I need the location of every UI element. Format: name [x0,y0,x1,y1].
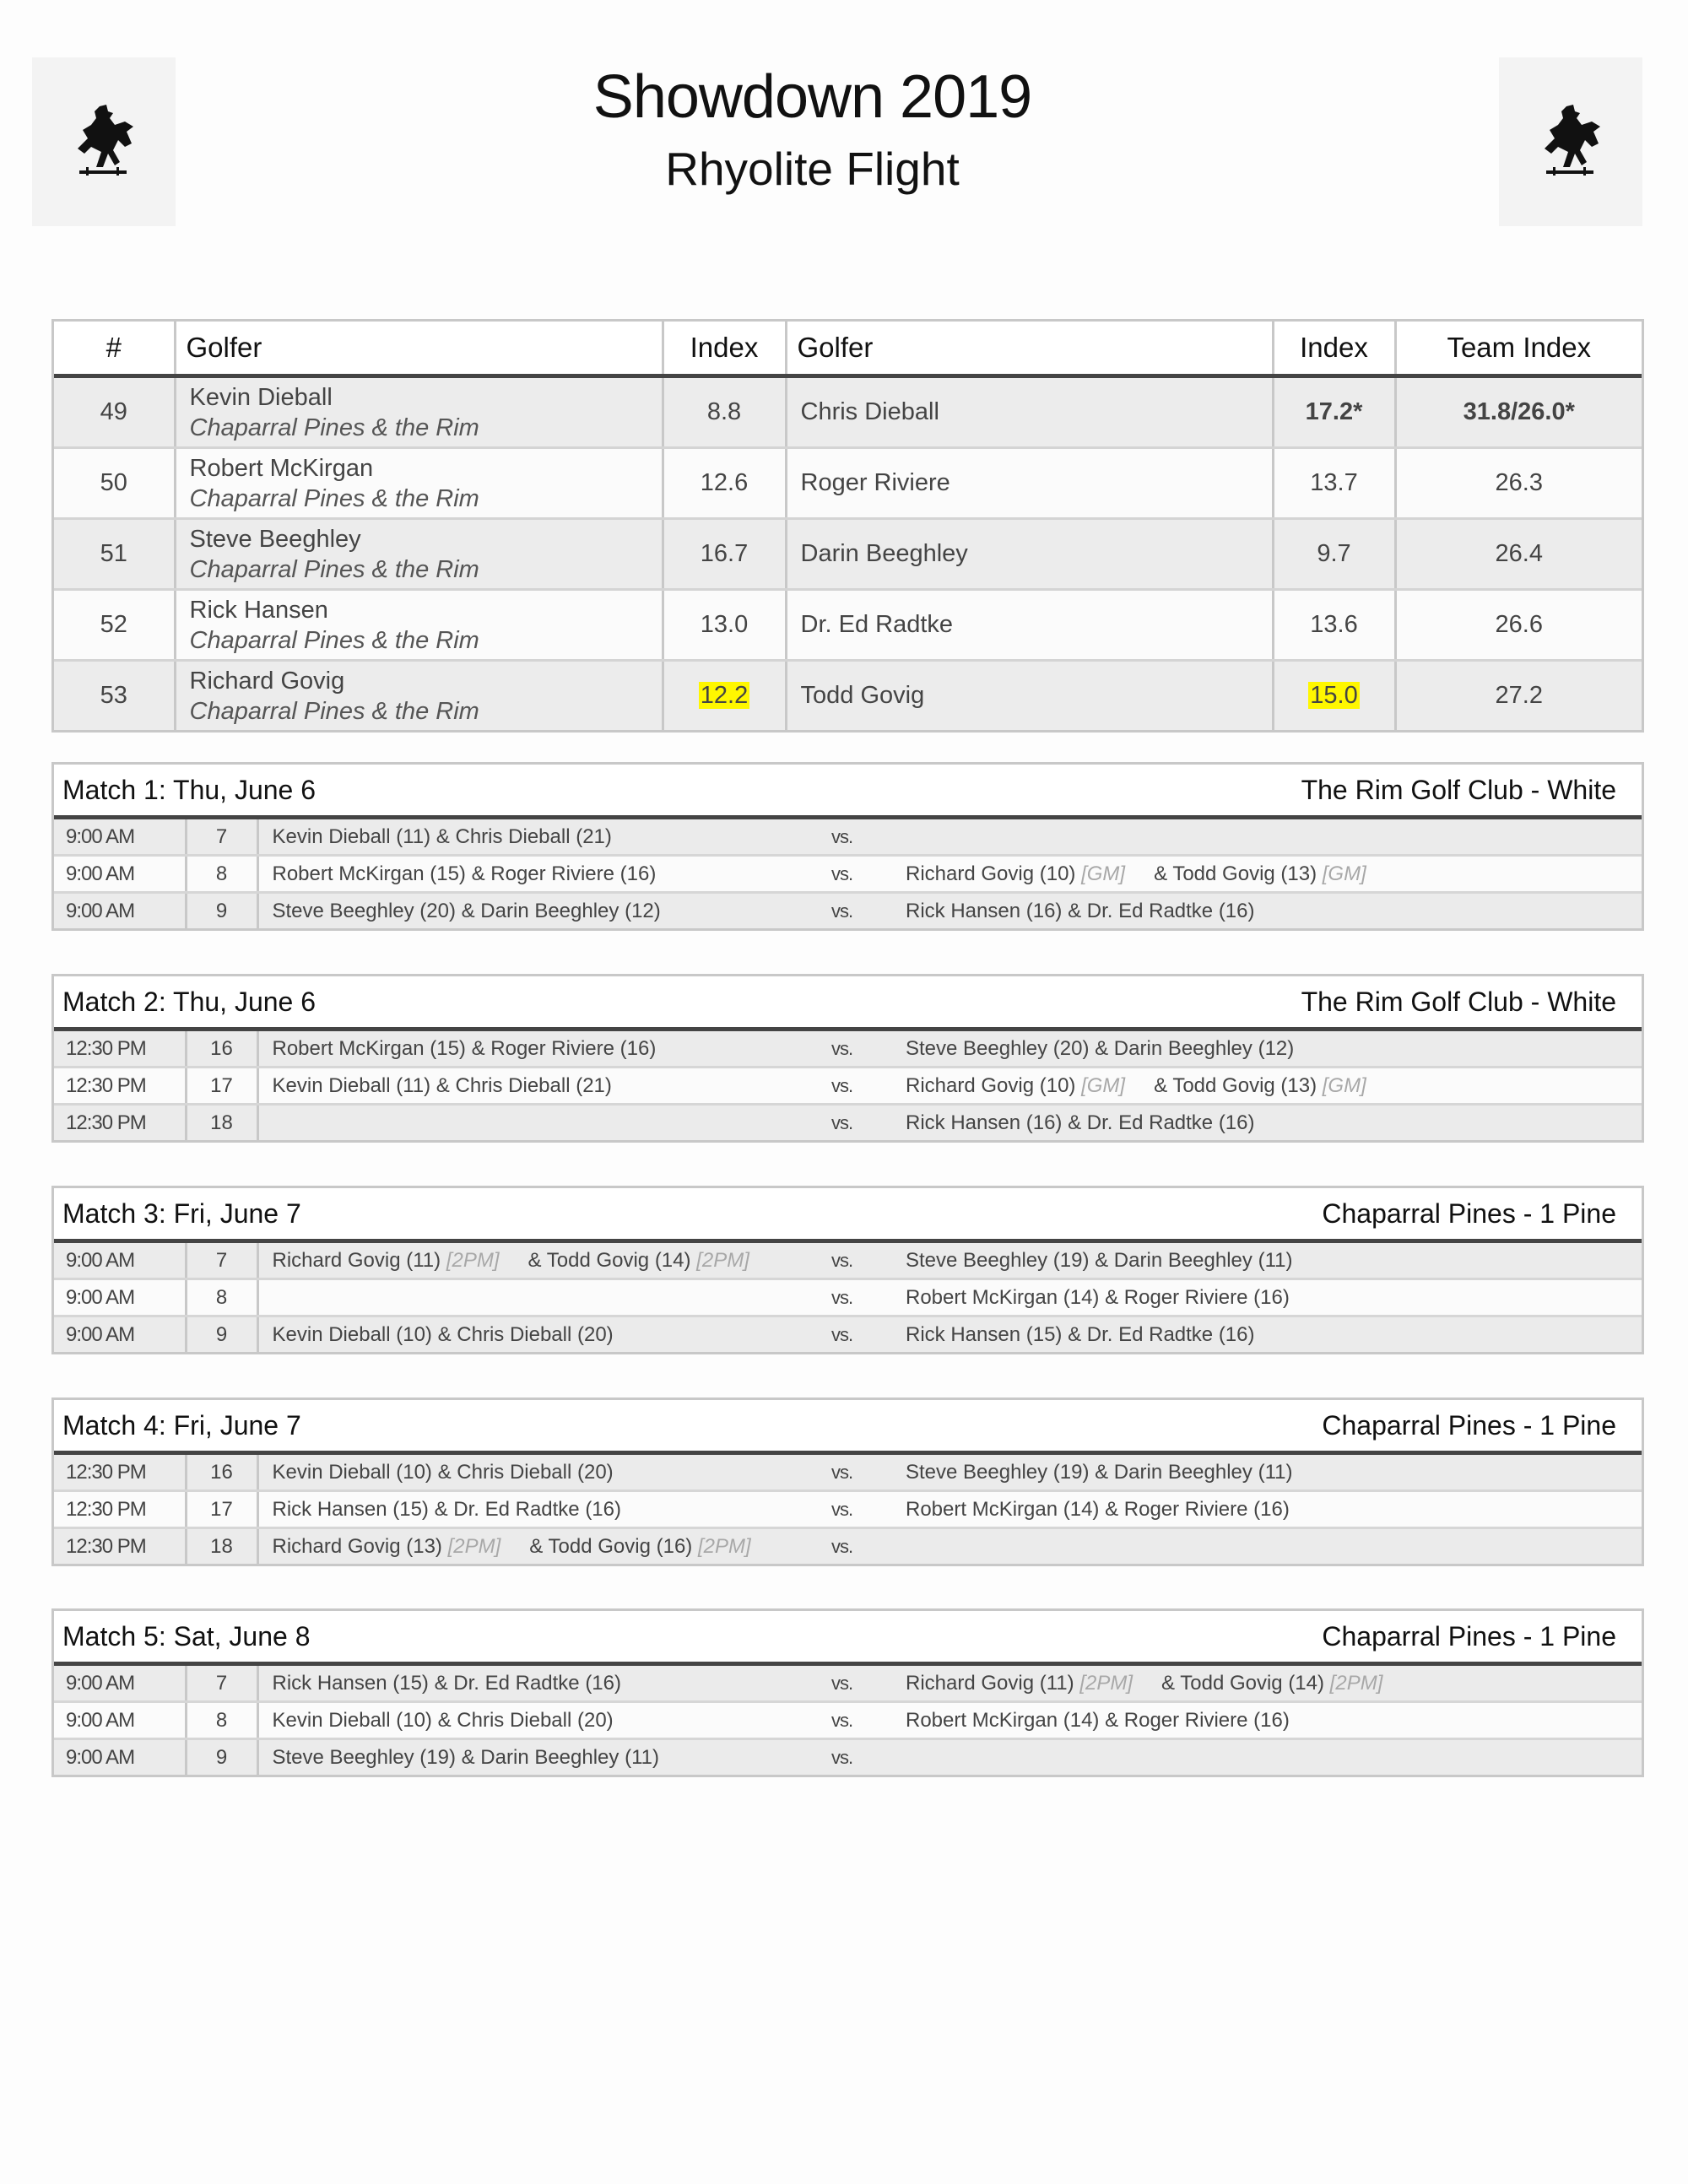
roster-table [51,319,1644,733]
team-a [257,1666,831,1702]
partner-index-cell [1273,661,1395,731]
starting-hole: 8 [186,1702,257,1739]
tee-time: 12:30 PM [54,1455,186,1491]
partner-index: 17.2* [1273,376,1395,448]
match-header [54,1611,1642,1666]
team-b-player-2: & Todd Govig (13) [1154,1073,1317,1097]
match-title: Match 3: Fri, June 7 [62,1197,301,1229]
partner-index: 13.7 [1273,448,1395,519]
team-b [906,893,1642,929]
match-course: Chaparral Pines - 1 Pine [1322,1620,1616,1652]
match-course: Chaparral Pines - 1 Pine [1322,1197,1616,1229]
match-header [54,1188,1642,1243]
team-a-player-1: Steve Beeghley (19) & Darin Beeghley (11) [272,1745,659,1769]
team-b-player-1: Richard Govig (10) [906,862,1076,885]
tee-time-row [54,1528,1642,1565]
roster-row [54,448,1642,519]
tee-time-row [54,1068,1642,1105]
team-b [906,819,1642,856]
col-header-index: Index [663,322,786,376]
versus-label: vs. [831,819,906,856]
team-a [257,1455,831,1491]
team-b-player-1: Richard Govig (10) [906,1073,1076,1097]
tee-time: 9:00 AM [54,1243,186,1279]
match-title: Match 4: Fri, June 7 [62,1409,301,1441]
team-b-note-1: [GM] [1081,1073,1126,1097]
tee-time: 9:00 AM [54,1739,186,1776]
team-a [257,1316,831,1353]
match-block [51,1397,1644,1566]
versus-label: vs. [831,1528,906,1565]
team-b-player-1: Robert McKirgan (14) & Roger Riviere (16) [906,1285,1290,1309]
team-a [257,1243,831,1279]
tee-time: 12:30 PM [54,1105,186,1141]
team-b-player-1: Robert McKirgan (14) & Roger Riviere (16) [906,1708,1290,1732]
starting-hole: 7 [186,1243,257,1279]
golfer-name: Rick Hansen [189,596,328,624]
team-b [906,1739,1642,1776]
partner-name: Darin Beeghley [786,519,1273,590]
tee-time-row [54,1455,1642,1491]
match-course: Chaparral Pines - 1 Pine [1322,1409,1616,1441]
starting-hole: 9 [186,1739,257,1776]
tee-time: 9:00 AM [54,1316,186,1353]
partner-index-highlighted: 15.0 [1310,682,1358,709]
team-b [906,1068,1642,1105]
match-header [54,765,1642,819]
tee-time: 9:00 AM [54,893,186,929]
match-course: The Rim Golf Club - White [1301,774,1616,805]
team-a-player-1: Richard Govig (13) [272,1534,442,1558]
roster-row [54,590,1642,661]
starting-hole: 7 [186,819,257,856]
team-b-player-2: & Todd Govig (14) [1161,1671,1324,1695]
tee-time-row [54,819,1642,856]
tee-time: 9:00 AM [54,1666,186,1702]
col-header-golfer: Golfer [175,322,663,376]
team-a-player-1: Robert McKirgan (15) & Roger Riviere (16) [272,1036,657,1060]
title-block [0,59,1625,203]
team-b-note-2: [GM] [1322,862,1366,885]
versus-label: vs. [831,1031,906,1068]
tee-time-row [54,1702,1642,1739]
partner-index: 13.6 [1273,590,1395,661]
team-index: 26.3 [1395,448,1642,519]
team-a [257,1279,831,1316]
match-title: Match 1: Thu, June 6 [62,774,316,805]
team-a [257,1491,831,1528]
golfer-index-cell [663,661,786,731]
team-a-player-1: Kevin Dieball (11) & Chris Dieball (21) [272,1073,612,1097]
team-number: 51 [54,519,175,590]
golfer-club: Chaparral Pines & the Rim [189,697,479,725]
team-b [906,1031,1642,1068]
golfer-cell [175,376,663,448]
match-block [51,762,1644,931]
team-b-player-1: Rick Hansen (16) & Dr. Ed Radtke (16) [906,899,1255,922]
tee-time: 9:00 AM [54,1279,186,1316]
col-header-team-index: Team Index [1395,322,1642,376]
team-b-note-1: [2PM] [1079,1671,1133,1695]
team-b [906,1105,1642,1141]
team-b-player-1: Robert McKirgan (14) & Roger Riviere (16) [906,1497,1290,1521]
team-a-note-2: [2PM] [696,1248,749,1272]
golfer-index: 12.6 [663,448,786,519]
starting-hole: 18 [186,1528,257,1565]
team-b-note-2: [2PM] [1329,1671,1383,1695]
golfer-cell [175,448,663,519]
team-number: 53 [54,661,175,731]
team-a [257,1739,831,1776]
team-a [257,893,831,929]
team-b-player-1: Steve Beeghley (20) & Darin Beeghley (12) [906,1036,1295,1060]
versus-label: vs. [831,1279,906,1316]
team-a-note-1: [2PM] [447,1534,501,1558]
team-b [906,1455,1642,1491]
partner-index: 9.7 [1273,519,1395,590]
golfer-cell [175,590,663,661]
team-a-player-1: Rick Hansen (15) & Dr. Ed Radtke (16) [272,1497,621,1521]
starting-hole: 7 [186,1666,257,1702]
team-b-player-1: Richard Govig (11) [906,1671,1074,1695]
tee-time-row [54,1031,1642,1068]
starting-hole: 8 [186,1279,257,1316]
tee-time: 12:30 PM [54,1528,186,1565]
page-subtitle: Rhyolite Flight [665,143,960,195]
roster-row [54,661,1642,731]
golfer-cell [175,661,663,731]
partner-name: Roger Riviere [786,448,1273,519]
team-a [257,1068,831,1105]
col-header-golfer-2: Golfer [786,322,1273,376]
versus-label: vs. [831,1491,906,1528]
team-a [257,856,831,893]
team-b-player-1: Steve Beeghley (19) & Darin Beeghley (11) [906,1460,1293,1484]
team-b [906,1491,1642,1528]
match-header [54,1400,1642,1455]
tee-time: 12:30 PM [54,1491,186,1528]
team-a [257,1105,831,1141]
starting-hole: 8 [186,856,257,893]
team-number: 52 [54,590,175,661]
team-a [257,1702,831,1739]
team-a-player-1: Kevin Dieball (11) & Chris Dieball (21) [272,824,612,848]
team-b [906,856,1642,893]
team-index: 26.4 [1395,519,1642,590]
team-b-note-2: [GM] [1322,1073,1366,1097]
team-b [906,1316,1642,1353]
team-b [906,1528,1642,1565]
tee-time-row [54,893,1642,929]
starting-hole: 17 [186,1491,257,1528]
team-number: 49 [54,376,175,448]
starting-hole: 9 [186,1316,257,1353]
golfer-index: 8.8 [663,376,786,448]
versus-label: vs. [831,1702,906,1739]
versus-label: vs. [831,856,906,893]
tee-time: 12:30 PM [54,1068,186,1105]
starting-hole: 17 [186,1068,257,1105]
team-b-player-2: & Todd Govig (13) [1154,862,1317,885]
team-a-player-1: Steve Beeghley (20) & Darin Beeghley (12) [272,899,661,922]
col-header-num: # [54,322,175,376]
tee-time: 9:00 AM [54,1702,186,1739]
team-a-player-2: & Todd Govig (16) [529,1534,693,1558]
partner-name: Dr. Ed Radtke [786,590,1273,661]
team-b [906,1666,1642,1702]
tee-time: 9:00 AM [54,819,186,856]
versus-label: vs. [831,1666,906,1702]
team-b-player-1: Steve Beeghley (19) & Darin Beeghley (11) [906,1248,1293,1272]
team-a-player-2: & Todd Govig (14) [528,1248,691,1272]
starting-hole: 16 [186,1031,257,1068]
golfer-name: Kevin Dieball [189,383,333,411]
tee-time-row [54,1243,1642,1279]
match-course: The Rim Golf Club - White [1301,986,1616,1017]
golfer-club: Chaparral Pines & the Rim [189,626,479,654]
page-title: Showdown 2019 [592,63,1032,131]
tee-time-row [54,1316,1642,1353]
team-a-player-1: Richard Govig (11) [272,1248,441,1272]
golfer-index: 13.0 [663,590,786,661]
starting-hole: 9 [186,893,257,929]
team-a-player-1: Kevin Dieball (10) & Chris Dieball (20) [272,1460,614,1484]
versus-label: vs. [831,1455,906,1491]
team-a-note-2: [2PM] [697,1534,751,1558]
tee-time-row [54,1739,1642,1776]
starting-hole: 18 [186,1105,257,1141]
team-a [257,1528,831,1565]
tee-time-row [54,1105,1642,1141]
versus-label: vs. [831,1068,906,1105]
tee-time-row [54,856,1642,893]
team-number: 50 [54,448,175,519]
match-block [51,1608,1644,1777]
golfer-name: Richard Govig [189,667,345,695]
partner-name: Chris Dieball [786,376,1273,448]
match-title: Match 5: Sat, June 8 [62,1620,311,1652]
golfer-club: Chaparral Pines & the Rim [189,484,479,512]
team-index: 27.2 [1395,661,1642,731]
team-b [906,1702,1642,1739]
team-a-player-1: Rick Hansen (15) & Dr. Ed Radtke (16) [272,1671,621,1695]
roster-row [54,376,1642,448]
col-header-index-2: Index [1273,322,1395,376]
team-a-player-1: Kevin Dieball (10) & Chris Dieball (20) [272,1322,614,1346]
versus-label: vs. [831,1316,906,1353]
partner-name: Todd Govig [786,661,1273,731]
team-b [906,1279,1642,1316]
team-a-player-1: Robert McKirgan (15) & Roger Riviere (16) [272,862,657,885]
golfer-club: Chaparral Pines & the Rim [189,555,479,583]
versus-label: vs. [831,893,906,929]
tee-time: 9:00 AM [54,856,186,893]
team-index: 31.8/26.0* [1395,376,1642,448]
tee-time: 12:30 PM [54,1031,186,1068]
match-block [51,1186,1644,1354]
roster-header-row [54,322,1642,376]
versus-label: vs. [831,1105,906,1141]
versus-label: vs. [831,1243,906,1279]
match-block [51,974,1644,1143]
golfer-index-highlighted: 12.2 [700,682,749,709]
golfer-club: Chaparral Pines & the Rim [189,414,479,441]
tee-time-row [54,1666,1642,1702]
golfer-name: Steve Beeghley [189,525,361,553]
tee-time-row [54,1279,1642,1316]
roster-row [54,519,1642,590]
team-b [906,1243,1642,1279]
tee-time-row [54,1491,1642,1528]
team-index: 26.6 [1395,590,1642,661]
team-a-note-1: [2PM] [446,1248,500,1272]
team-b-player-1: Rick Hansen (15) & Dr. Ed Radtke (16) [906,1322,1255,1346]
team-b-note-1: [GM] [1081,862,1126,885]
golfer-cell [175,519,663,590]
team-a [257,819,831,856]
golfer-name: Robert McKirgan [189,454,374,482]
versus-label: vs. [831,1739,906,1776]
starting-hole: 16 [186,1455,257,1491]
team-a-player-1: Kevin Dieball (10) & Chris Dieball (20) [272,1708,614,1732]
team-a [257,1031,831,1068]
match-header [54,976,1642,1031]
team-b-player-1: Rick Hansen (16) & Dr. Ed Radtke (16) [906,1111,1255,1134]
golfer-index: 16.7 [663,519,786,590]
match-title: Match 2: Thu, June 6 [62,986,316,1017]
